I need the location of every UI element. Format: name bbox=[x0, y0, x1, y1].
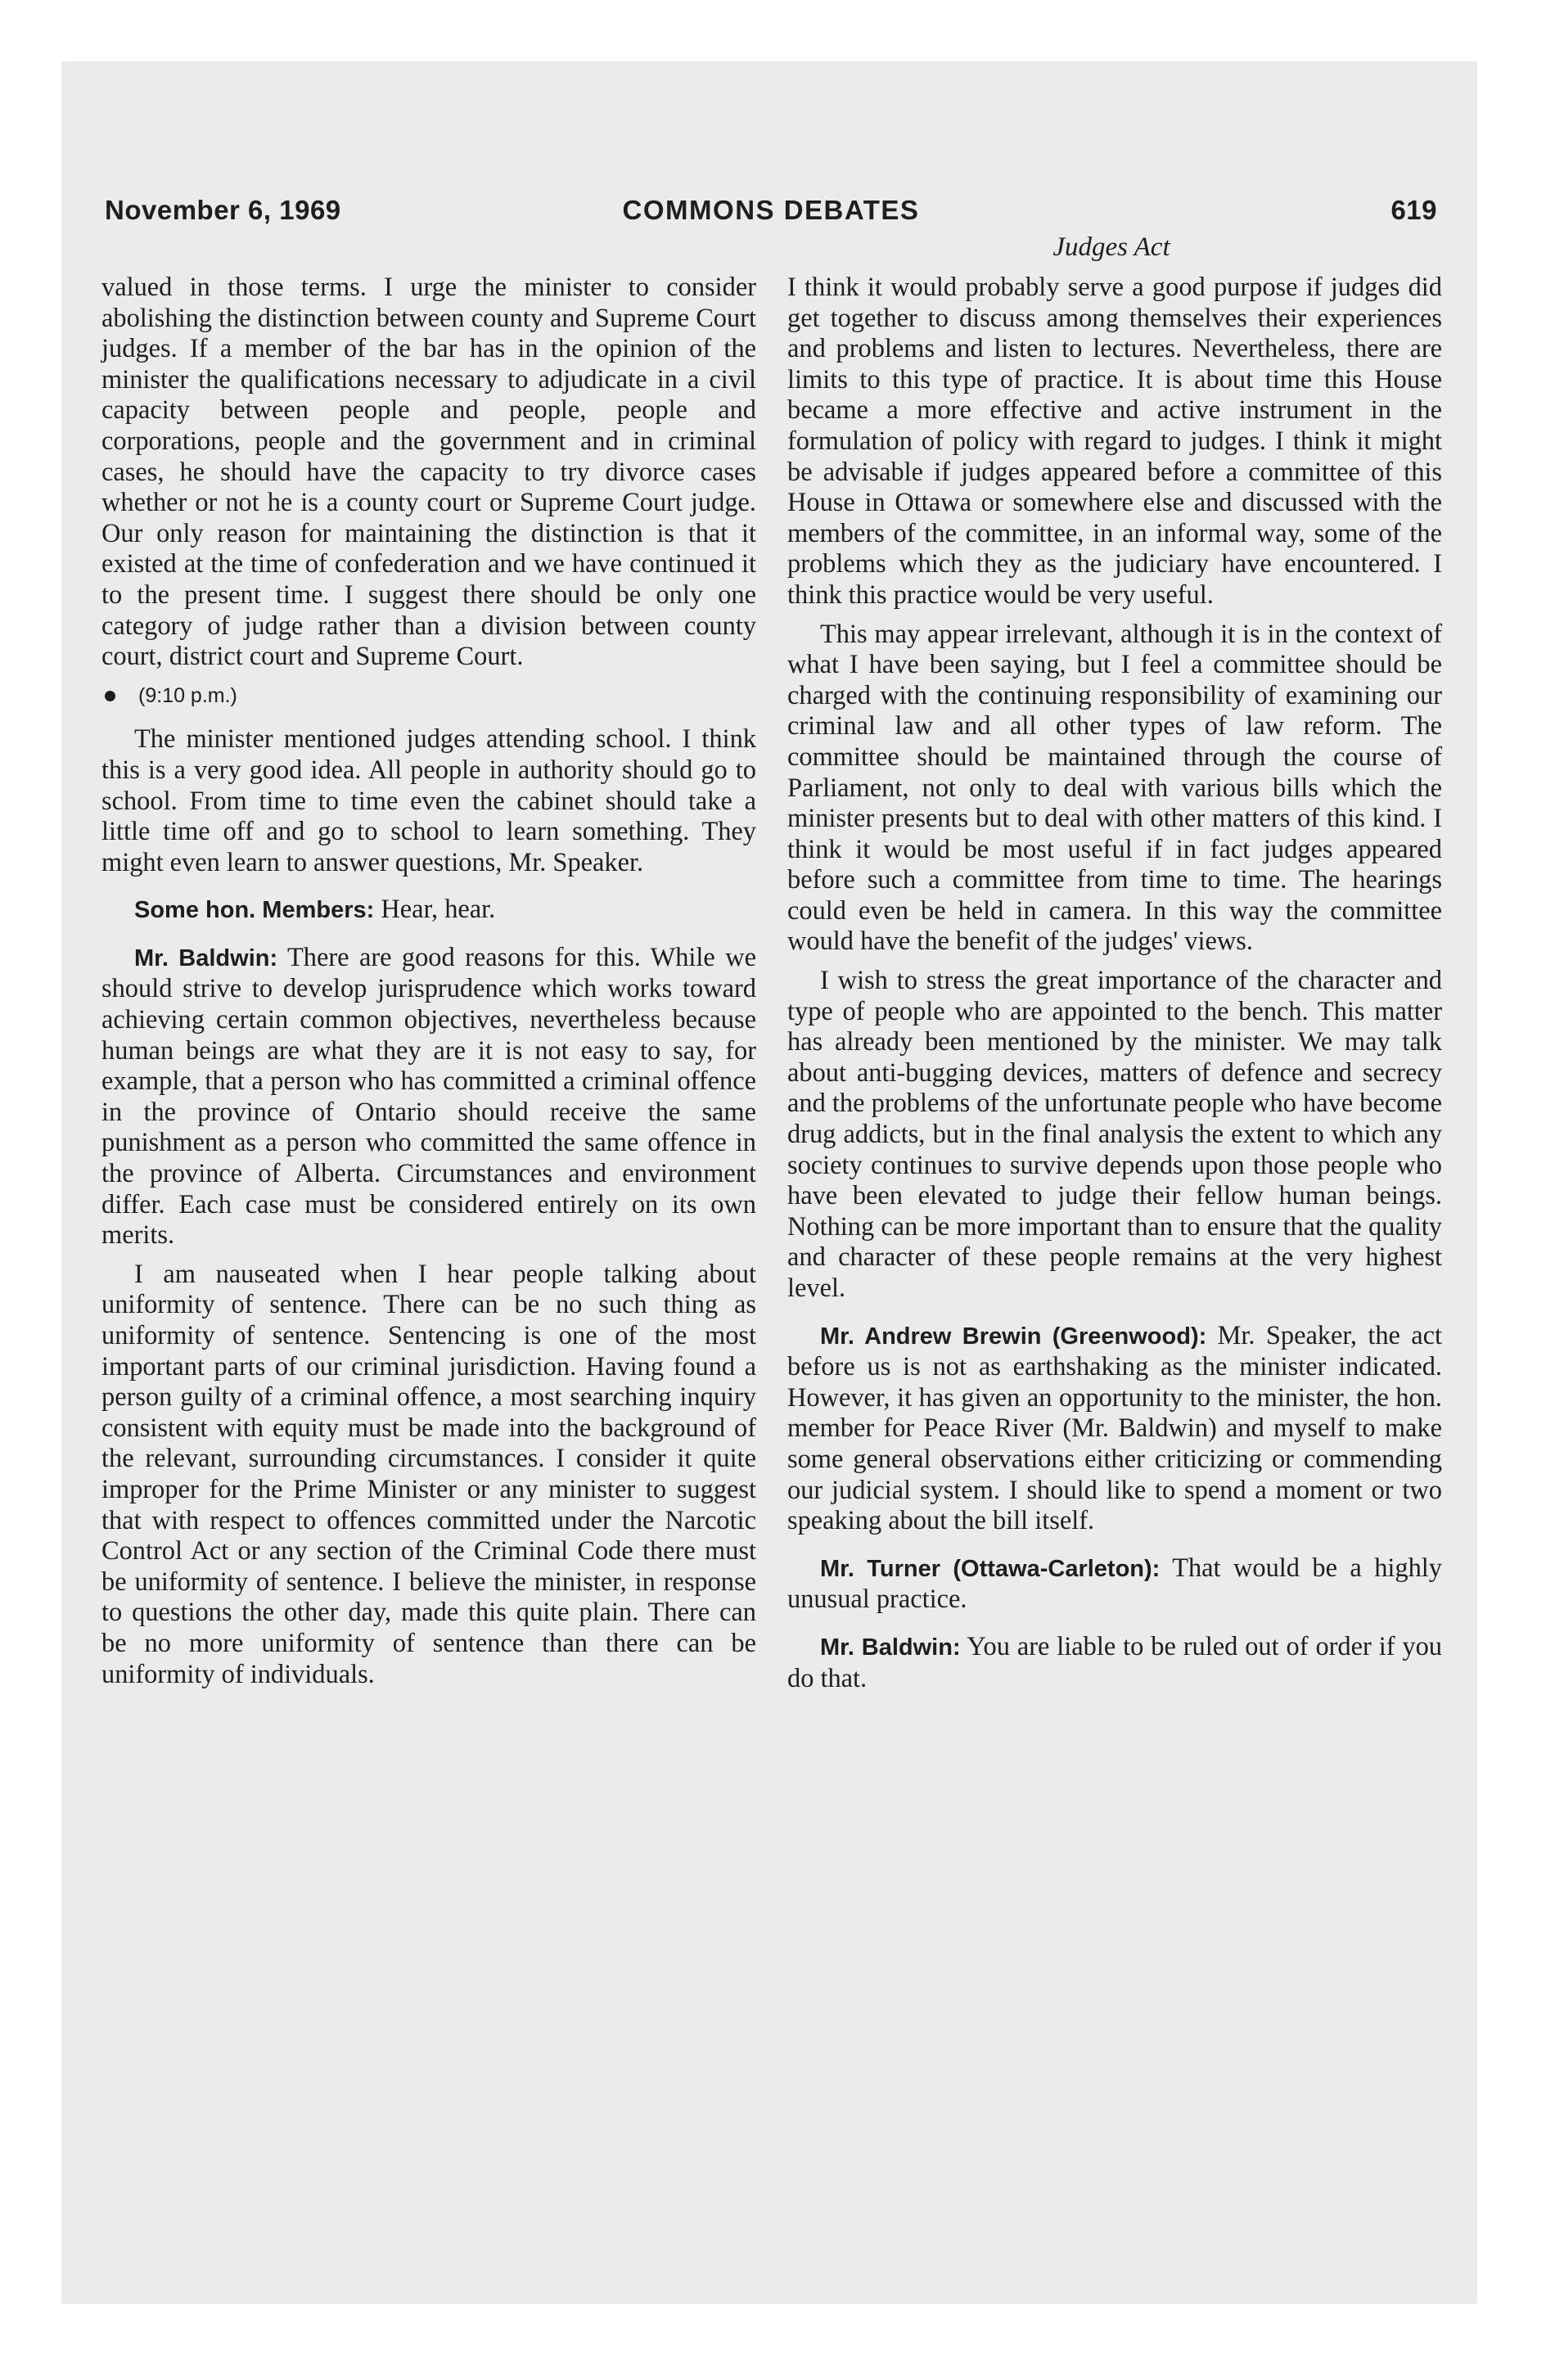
speaker-name: Some hon. Members: bbox=[134, 897, 375, 924]
speech-text: Hear, hear. bbox=[381, 895, 496, 925]
speech bbox=[101, 895, 756, 926]
speaker-name: Mr. Baldwin: bbox=[134, 944, 278, 971]
header-publication: COMMONS DEBATES bbox=[622, 195, 920, 225]
speech-text: You are liable to be ruled out of order if you do that. bbox=[787, 1631, 1443, 1693]
paragraph: The minister mentioned judges attending school. I think this is a very good idea. All people in authority should go to school. From time to time even the cabinet should take a little time off and go to school to learn something. They might even learn to answer questions, Mr. Speaker. bbox=[101, 724, 756, 877]
speech-text: Mr. Speaker, the act before us is not as earthshaking as the minister indicated. However, it has given an opportunity to the minister, the hon. member for Peace River (Mr. Baldwin) and myself to make some general observations either criticizing or commending our judicial system. I should like to spend a moment or two speaking about the bill itself. bbox=[787, 1320, 1443, 1536]
right-column bbox=[787, 273, 1442, 1702]
paragraph: I wish to stress the great importance of the character and type of people who are appointed to the bench. This matter has already been mentioned by the minister. We may talk about anti-bugging devices, matters of defence and secrecy and the problems of the unfortunate people who have become drug addicts, but in the final analysis the extent to which any society continues to survive depends upon those people who have been elevated to judge their fellow human beings. Nothing can be more important than to ensure that the quality and character of these people remains at the very highest level. bbox=[787, 966, 1442, 1303]
speaker-name: Mr. Baldwin: bbox=[820, 1634, 961, 1661]
timestamp bbox=[101, 681, 756, 712]
paragraph: I think it would probably serve a good purpose if judges did get together to discuss among themselves their experiences and problems and listen to lectures. Nevertheless, there are limits to this type of practice. It is about time this House became a more effective and active instrument in the formulation of policy with regard to judges. I think it might be advisable if judges appeared before a committee of this House in Ottawa or somewhere else and discussed with the members of the committee, in an informal way, some of the problems which they as the judiciary have encountered. I think this practice would be very useful. bbox=[787, 273, 1442, 610]
speech-text: That would be a highly unusual practice. bbox=[787, 1553, 1442, 1615]
speech bbox=[787, 1321, 1442, 1537]
bullet-icon bbox=[105, 691, 115, 701]
header-date: November 6, 1969 bbox=[105, 195, 341, 225]
running-head: Judges Act bbox=[1052, 232, 1170, 262]
left-column bbox=[101, 273, 756, 1698]
speech bbox=[787, 1553, 1442, 1616]
page-header bbox=[105, 195, 1437, 228]
speaker-name: Mr. Andrew Brewin (Greenwood): bbox=[820, 1323, 1207, 1350]
paragraph: valued in those terms. I urge the minister to consider abolishing the distinction between county and Supreme Court judges. If a member of the bar has in the opinion of the minister the qualifications necessary to adjudicate in a civil capacity between people and people, people and corporations, people and the government and in criminal cases, he should have the capacity to try divorce cases whether or not he is a county court or Supreme Court judge. Our only reason for maintaining the distinction is that it existed at the time of confederation and we have continued it to the present time. I suggest there should be only one category of judge rather than a division between county court, district court and Supreme Court. bbox=[101, 273, 756, 672]
header-page-number: 619 bbox=[1390, 195, 1437, 225]
speech bbox=[101, 943, 756, 1251]
paragraph: I am nauseated when I hear people talking about uniformity of sentence. There can be no such thing as uniformity of sentence. Sentencing is one of the most important parts of our criminal jurisdiction. Having found a person guilty of a criminal offence, a most searching inquiry consistent with equity must be made into the background of the relevant, surrounding circumstances. I consider it quite improper for the Prime Minister or any minister to suggest that with respect to offences committed under the Narcotic Control Act or any section of the Criminal Code there must be uniformity of sentence. I believe the minister, in response to questions the other day, made this quite plain. There can be no more uniformity of sentence than there can be uniformity of individuals. bbox=[101, 1259, 756, 1689]
timestamp-text: (9:10 p.m.) bbox=[138, 683, 237, 707]
speech bbox=[787, 1632, 1442, 1694]
speech-text: There are good reasons for this. While we should strive to develop jurisprudence which works toward achieving certain common objectives, nevertheless because human beings are what they are it is not easy to say, for example, that a person who has committed a criminal offence in the province of Ontario should receive the same punishment as a person who committed the same offence in the province of Alberta. Circumstances and environment differ. Each case must be considered entirely on its own merits. bbox=[101, 942, 756, 1251]
paragraph: This may appear irrelevant, although it is in the context of what I have been saying, but I feel a committee should be charged with the continuing responsibility of examining our criminal law and all other types of law reform. The committee should be maintained through the course of Parliament, not only to deal with various bills which the minister presents but to deal with other matters of this kind. I think it would be most useful if in fact judges appeared before such a committee from time to time. The hearings could even be held in camera. In this way the committee would have the benefit of the judges' views. bbox=[787, 619, 1442, 957]
speaker-name: Mr. Turner (Ottawa-Carleton): bbox=[820, 1555, 1161, 1582]
